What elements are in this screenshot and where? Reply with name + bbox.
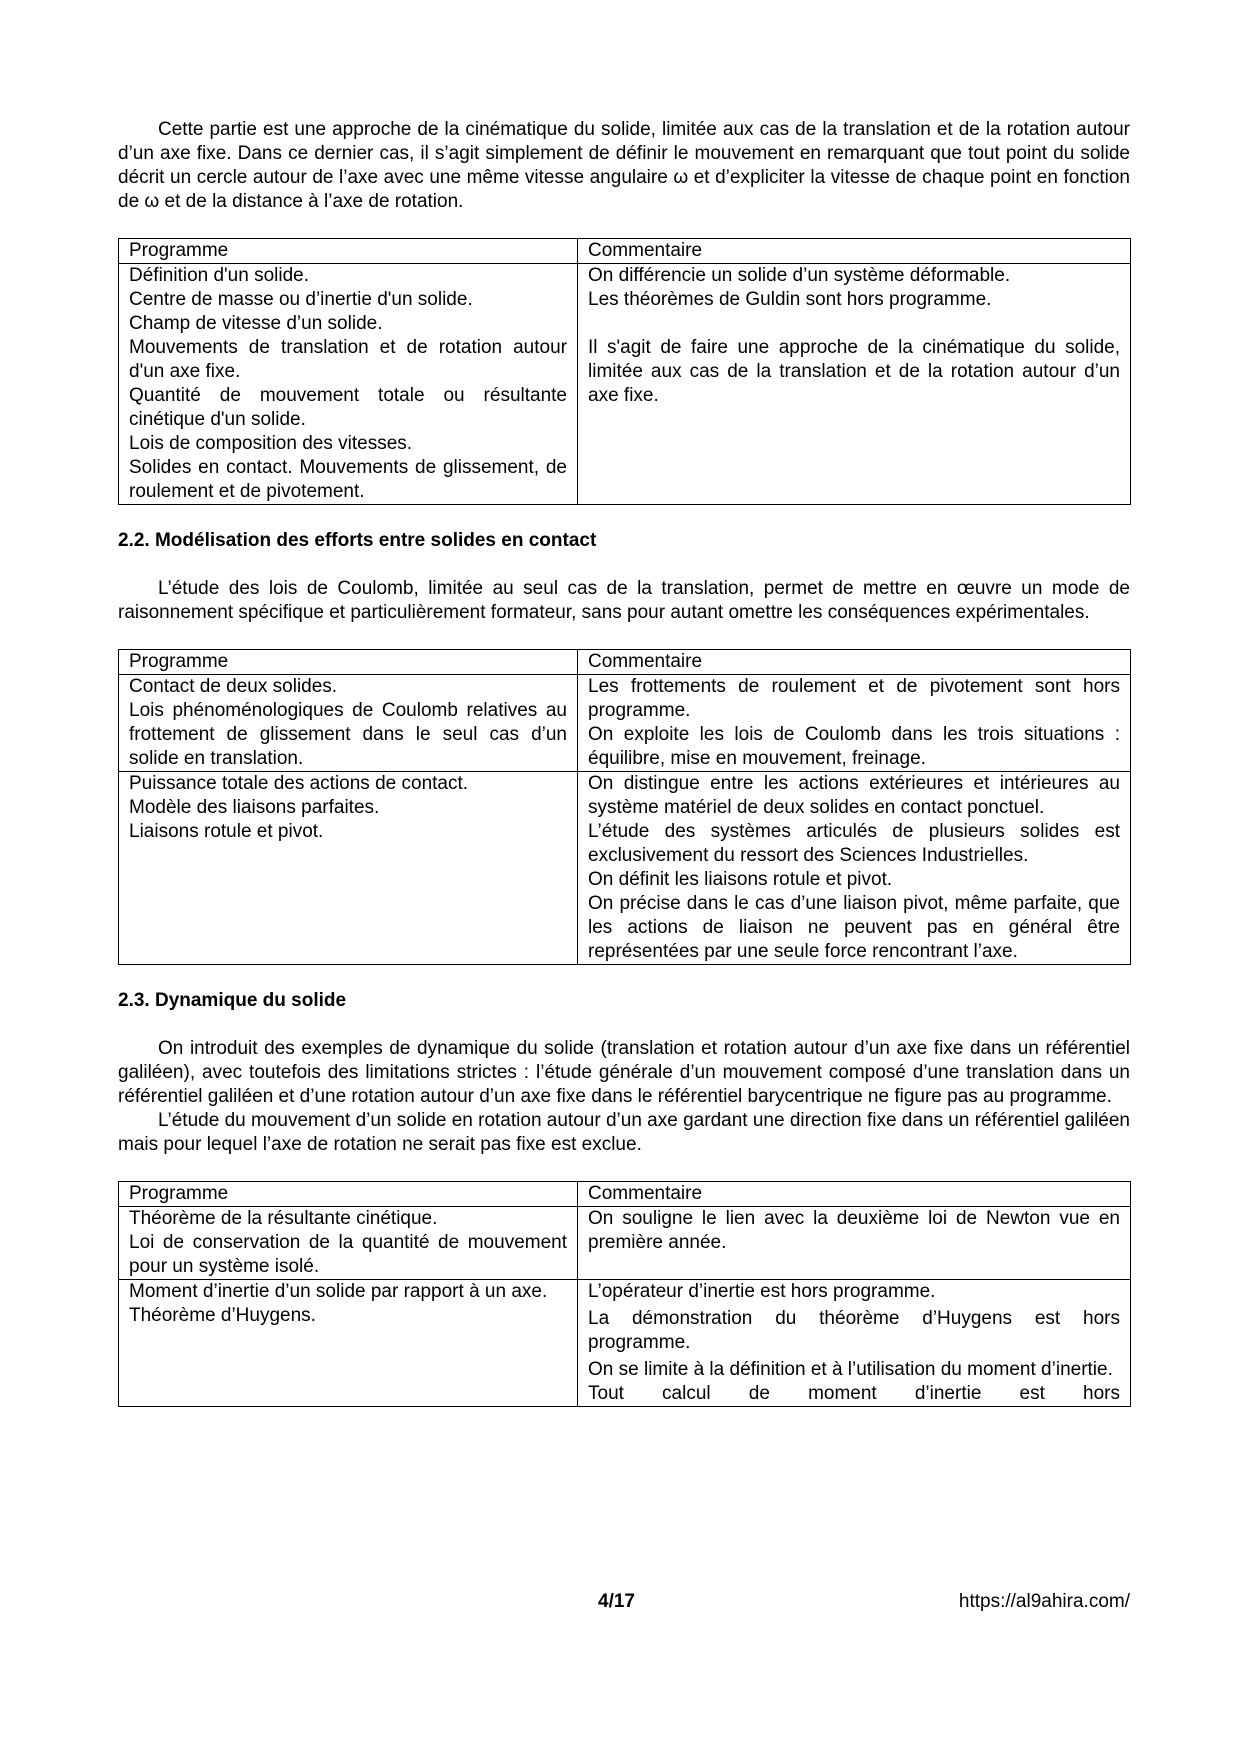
commentaire-item: On différencie un solide d’un système déformable.	[588, 265, 1011, 286]
commentaire-cell	[578, 264, 1131, 505]
table-cinematique	[118, 238, 1131, 505]
programme-cell	[119, 675, 578, 772]
commentaire-cell	[578, 1280, 1131, 1407]
section-2-2-paragraph: L’étude des lois de Coulomb, limitée au seul cas de la translation, permet de mettre en œuvre un mode de raisonnement spécifique et particulièrement formateur, sans pour autant omettre les conséquences expérimentales.	[118, 578, 1130, 623]
commentaire-item: Les théorèmes de Guldin sont hors programme.	[588, 289, 992, 310]
programme-item: Contact de deux solides.	[129, 676, 338, 697]
programme-item: Puissance totale des actions de contact.	[129, 773, 469, 794]
page-number: 4/17	[598, 1591, 635, 1612]
commentaire-item: On précise dans le cas d’une liaison pivot, même parfaite, que les actions de liaison ne peuvent pas en général être représentées par une seule force rencontrant l’axe.	[588, 893, 1120, 962]
commentaire-item: On souligne le lien avec la deuxième loi de Newton vue en première année.	[588, 1208, 1120, 1253]
section-title-2-2: 2.2. Modélisation des efforts entre solides en contact	[118, 530, 597, 551]
section-title-2-3: 2.3. Dynamique du solide	[118, 990, 347, 1011]
commentaire-cell	[578, 675, 1131, 772]
document-page	[118, 118, 1130, 1407]
programme-item: Mouvements de translation et de rotation autour d'un axe fixe.	[129, 337, 567, 382]
programme-item: Théorème d’Huygens.	[129, 1305, 316, 1326]
commentaire-item: On définit les liaisons rotule et pivot.	[588, 869, 893, 890]
programme-item: Quantité de mouvement totale ou résultante cinétique d'un solide.	[129, 385, 567, 430]
programme-item: Moment d’inertie d’un solide par rapport à un axe.	[129, 1281, 548, 1302]
programme-item: Modèle des liaisons parfaites.	[129, 797, 380, 818]
commentaire-item: L’étude des systèmes articulés de plusieurs solides est exclusivement du ressort des Sciences Industrielles.	[588, 821, 1120, 866]
programme-cell	[119, 264, 578, 505]
header-programme: Programme	[119, 239, 578, 264]
commentaire-item: On distingue entre les actions extérieures et intérieures au système matériel de deux solides en contact ponctuel.	[588, 773, 1120, 818]
header-commentaire: Commentaire	[578, 1182, 1131, 1207]
commentaire-item: L’opérateur d’inertie est hors programme.	[588, 1281, 936, 1302]
commentaire-item: Il s'agit de faire une approche de la cinématique du solide, limitée aux cas de la translation et de la rotation autour d’un axe fixe.	[588, 337, 1120, 406]
programme-item: Définition d'un solide.	[129, 265, 310, 286]
table-efforts-contact	[118, 649, 1131, 965]
table-header-row	[119, 650, 1131, 675]
programme-item: Solides en contact. Mouvements de glissement, de roulement et de pivotement.	[129, 457, 567, 502]
section-2-3-paragraph-2: L’étude du mouvement d’un solide en rotation autour d’un axe gardant une direction fixe dans un référentiel galiléen mais pour lequel l’axe de rotation ne serait pas fixe est exclue.	[118, 1110, 1130, 1155]
table-row	[119, 1280, 1131, 1407]
header-programme: Programme	[119, 650, 578, 675]
table-row	[119, 264, 1131, 505]
programme-item: Loi de conservation de la quantité de mouvement pour un système isolé.	[129, 1232, 567, 1277]
programme-item: Centre de masse ou d’inertie d'un solide.	[129, 289, 473, 310]
table-header-row	[119, 1182, 1131, 1207]
programme-item: Lois phénoménologiques de Coulomb relatives au frottement de glissement dans le seul cas d’un solide en translation.	[129, 700, 567, 769]
programme-item: Liaisons rotule et pivot.	[129, 821, 324, 842]
table-row	[119, 675, 1131, 772]
programme-item: Champ de vitesse d’un solide.	[129, 313, 383, 334]
commentaire-item: Les frottements de roulement et de pivotement sont hors programme.	[588, 676, 1120, 721]
programme-item: Lois de composition des vitesses.	[129, 433, 413, 454]
programme-item: Théorème de la résultante cinétique.	[129, 1208, 438, 1229]
intro-paragraph: Cette partie est une approche de la cinématique du solide, limitée aux cas de la translation et de la rotation autour d’un axe fixe. Dans ce dernier cas, il s’agit simplement de définir le mouvement en remarquant que tout point du solide décrit un cercle autour de l’axe avec une même vitesse angulaire ω et d’expliciter la vitesse de chaque point en fonction de ω et de la distance à l’axe de rotation.	[118, 119, 1130, 212]
section-2-3-paragraph-1: On introduit des exemples de dynamique du solide (translation et rotation autour d’un axe fixe dans un référentiel galiléen), avec toutefois des limitations strictes : l’étude générale d’un mouvement composé d’une translation dans un référentiel galiléen et d’une rotation autour d’un axe fixe dans le référentiel barycentrique ne figure pas au programme.	[118, 1038, 1130, 1107]
footer-url[interactable]: https://al9ahira.com/	[958, 1591, 1130, 1612]
header-commentaire: Commentaire	[578, 239, 1131, 264]
commentaire-item: On exploite les lois de Coulomb dans les trois situations : équilibre, mise en mouvement, freinage.	[588, 724, 1120, 769]
commentaire-cell	[578, 1207, 1131, 1280]
programme-cell	[119, 1280, 578, 1407]
header-programme: Programme	[119, 1182, 578, 1207]
commentaire-item: On se limite à la définition et à l’utilisation du moment d’inertie.	[588, 1359, 1113, 1380]
table-dynamique-solide	[118, 1181, 1131, 1407]
commentaire-cell	[578, 772, 1131, 965]
table-row	[119, 772, 1131, 965]
table-row	[119, 1207, 1131, 1280]
programme-cell	[119, 772, 578, 965]
commentaire-item: Tout calcul de moment d’inertie est hors	[588, 1383, 1120, 1404]
table-header-row	[119, 239, 1131, 264]
header-commentaire: Commentaire	[578, 650, 1131, 675]
programme-cell	[119, 1207, 578, 1280]
commentaire-item: La démonstration du théorème d’Huygens est hors programme.	[588, 1308, 1120, 1353]
